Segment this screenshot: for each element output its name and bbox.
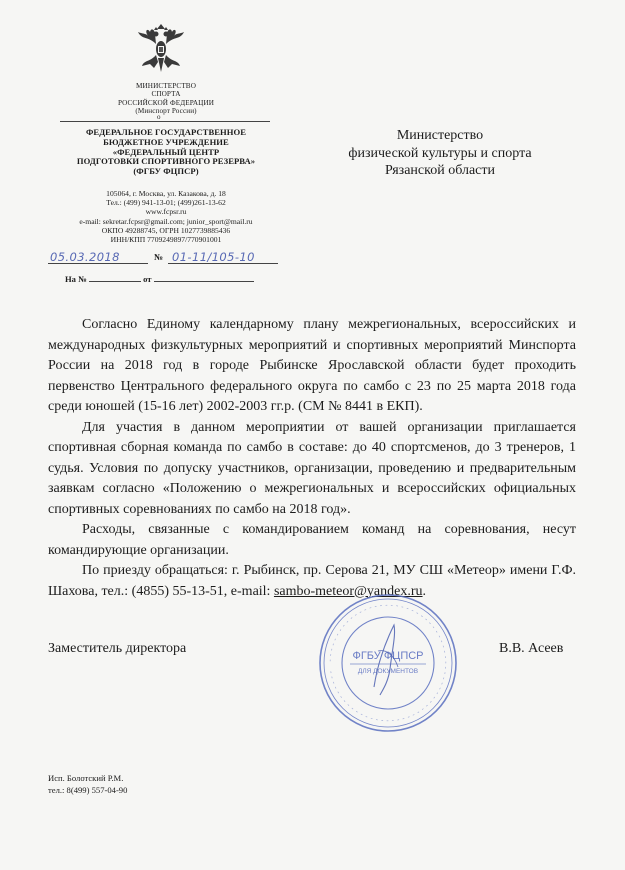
date-underline — [48, 263, 148, 264]
paragraph-3: Расходы, связанные с командированием команд на соревнования, несут командирующие организации. — [48, 522, 576, 558]
institution-contacts: 105064, г. Москва, ул. Казакова, д. 18 Тел.: (499) 941-13-01; (499)261-13-62 www.fcpsr.ru e-mail: sekretar.fcpsr@gmail.com; junior_sport@mail.ru ОКПО 49288745, ОГРН 1027739885436 ИНН/КПП 7709249897/770901001 — [79, 189, 253, 245]
letterhead-circle-mark: о — [157, 113, 161, 121]
letter-body — [48, 315, 576, 602]
handwritten-number: 01-11/105-10 — [172, 250, 255, 264]
number-sign: № — [154, 252, 164, 262]
paragraph-4: По приезду обращаться: г. Рыбинск, пр. Серова 21, МУ СШ «Метеор» имени Г.Ф. Шахова, тел.: (4855) 55-13-51, e-mail: sambo-meteor@yandex.ru. — [48, 563, 576, 599]
handwritten-date: 05.03.2018 — [50, 250, 120, 264]
outgoing-date-number — [48, 250, 278, 266]
ministry-name: МИНИСТЕРСТВО СПОРТА РОССИЙСКОЙ ФЕДЕРАЦИИ (Минспорт России) — [117, 82, 215, 116]
stamp-center-title: ФГБУ ФЦПСР — [352, 650, 424, 662]
letterhead-divider — [60, 121, 270, 122]
reference-number-line: На № от — [65, 274, 275, 284]
ot-blank — [154, 274, 254, 282]
signatory-title: Заместитель директора — [48, 641, 187, 656]
executor-info: Исп. Болотский Р.М. тел.: 8(499) 557-04-90 — [48, 773, 128, 795]
number-underline — [168, 263, 278, 264]
paragraph-1: Согласно Единому календарному плану межрегиональных, всероссийских и международных физкультурных мероприятий и спортивных мероприятий Минспорта России на 2018 год в городе Рыбинске Ярославской области будет проходить первенство Центрального федерального округа по самбо с 23 по 25 марта 2018 года среди юношей (15-16 лет) 2002-2003 гг.р. (СМ № 8441 в ЕКП). — [48, 317, 576, 414]
signatory-name: В.В. Асеев — [499, 641, 564, 656]
official-round-stamp — [316, 591, 460, 735]
svg-text:······························: ·································································· — [327, 602, 449, 724]
addressee: Министерство физической культуры и спорта Рязанской области — [348, 128, 532, 178]
stamp-center-subtitle: ДЛЯ ДОКУМЕНТОВ — [357, 668, 419, 675]
na-blank — [89, 274, 141, 282]
contact-email-link[interactable]: sambo-meteor@yandex.ru — [273, 583, 423, 599]
institution-name: ФЕДЕРАЛЬНОЕ ГОСУДАРСТВЕННОЕ БЮДЖЕТНОЕ УЧРЕЖДЕНИЕ «ФЕДЕРАЛЬНЫЙ ЦЕНТР ПОДГОТОВКИ СПОРТИВНОГО РЕЗЕРВА» (ФГБУ ФЦПСР) — [76, 127, 256, 177]
double-headed-eagle-emblem-icon — [136, 22, 186, 74]
paragraph-2: Для участия в данном мероприятии от вашей организации приглашается спортивная сборная команда по самбо в составе: до 40 спортсменов, до 3 тренеров, 1 судья. Условия по допуску участников, организации, проведению и предварительным заявкам согласно «Положению о межрегиональных и всероссийских официальных спортивных соревнованиях по самбо на 2018 год». — [48, 419, 576, 517]
